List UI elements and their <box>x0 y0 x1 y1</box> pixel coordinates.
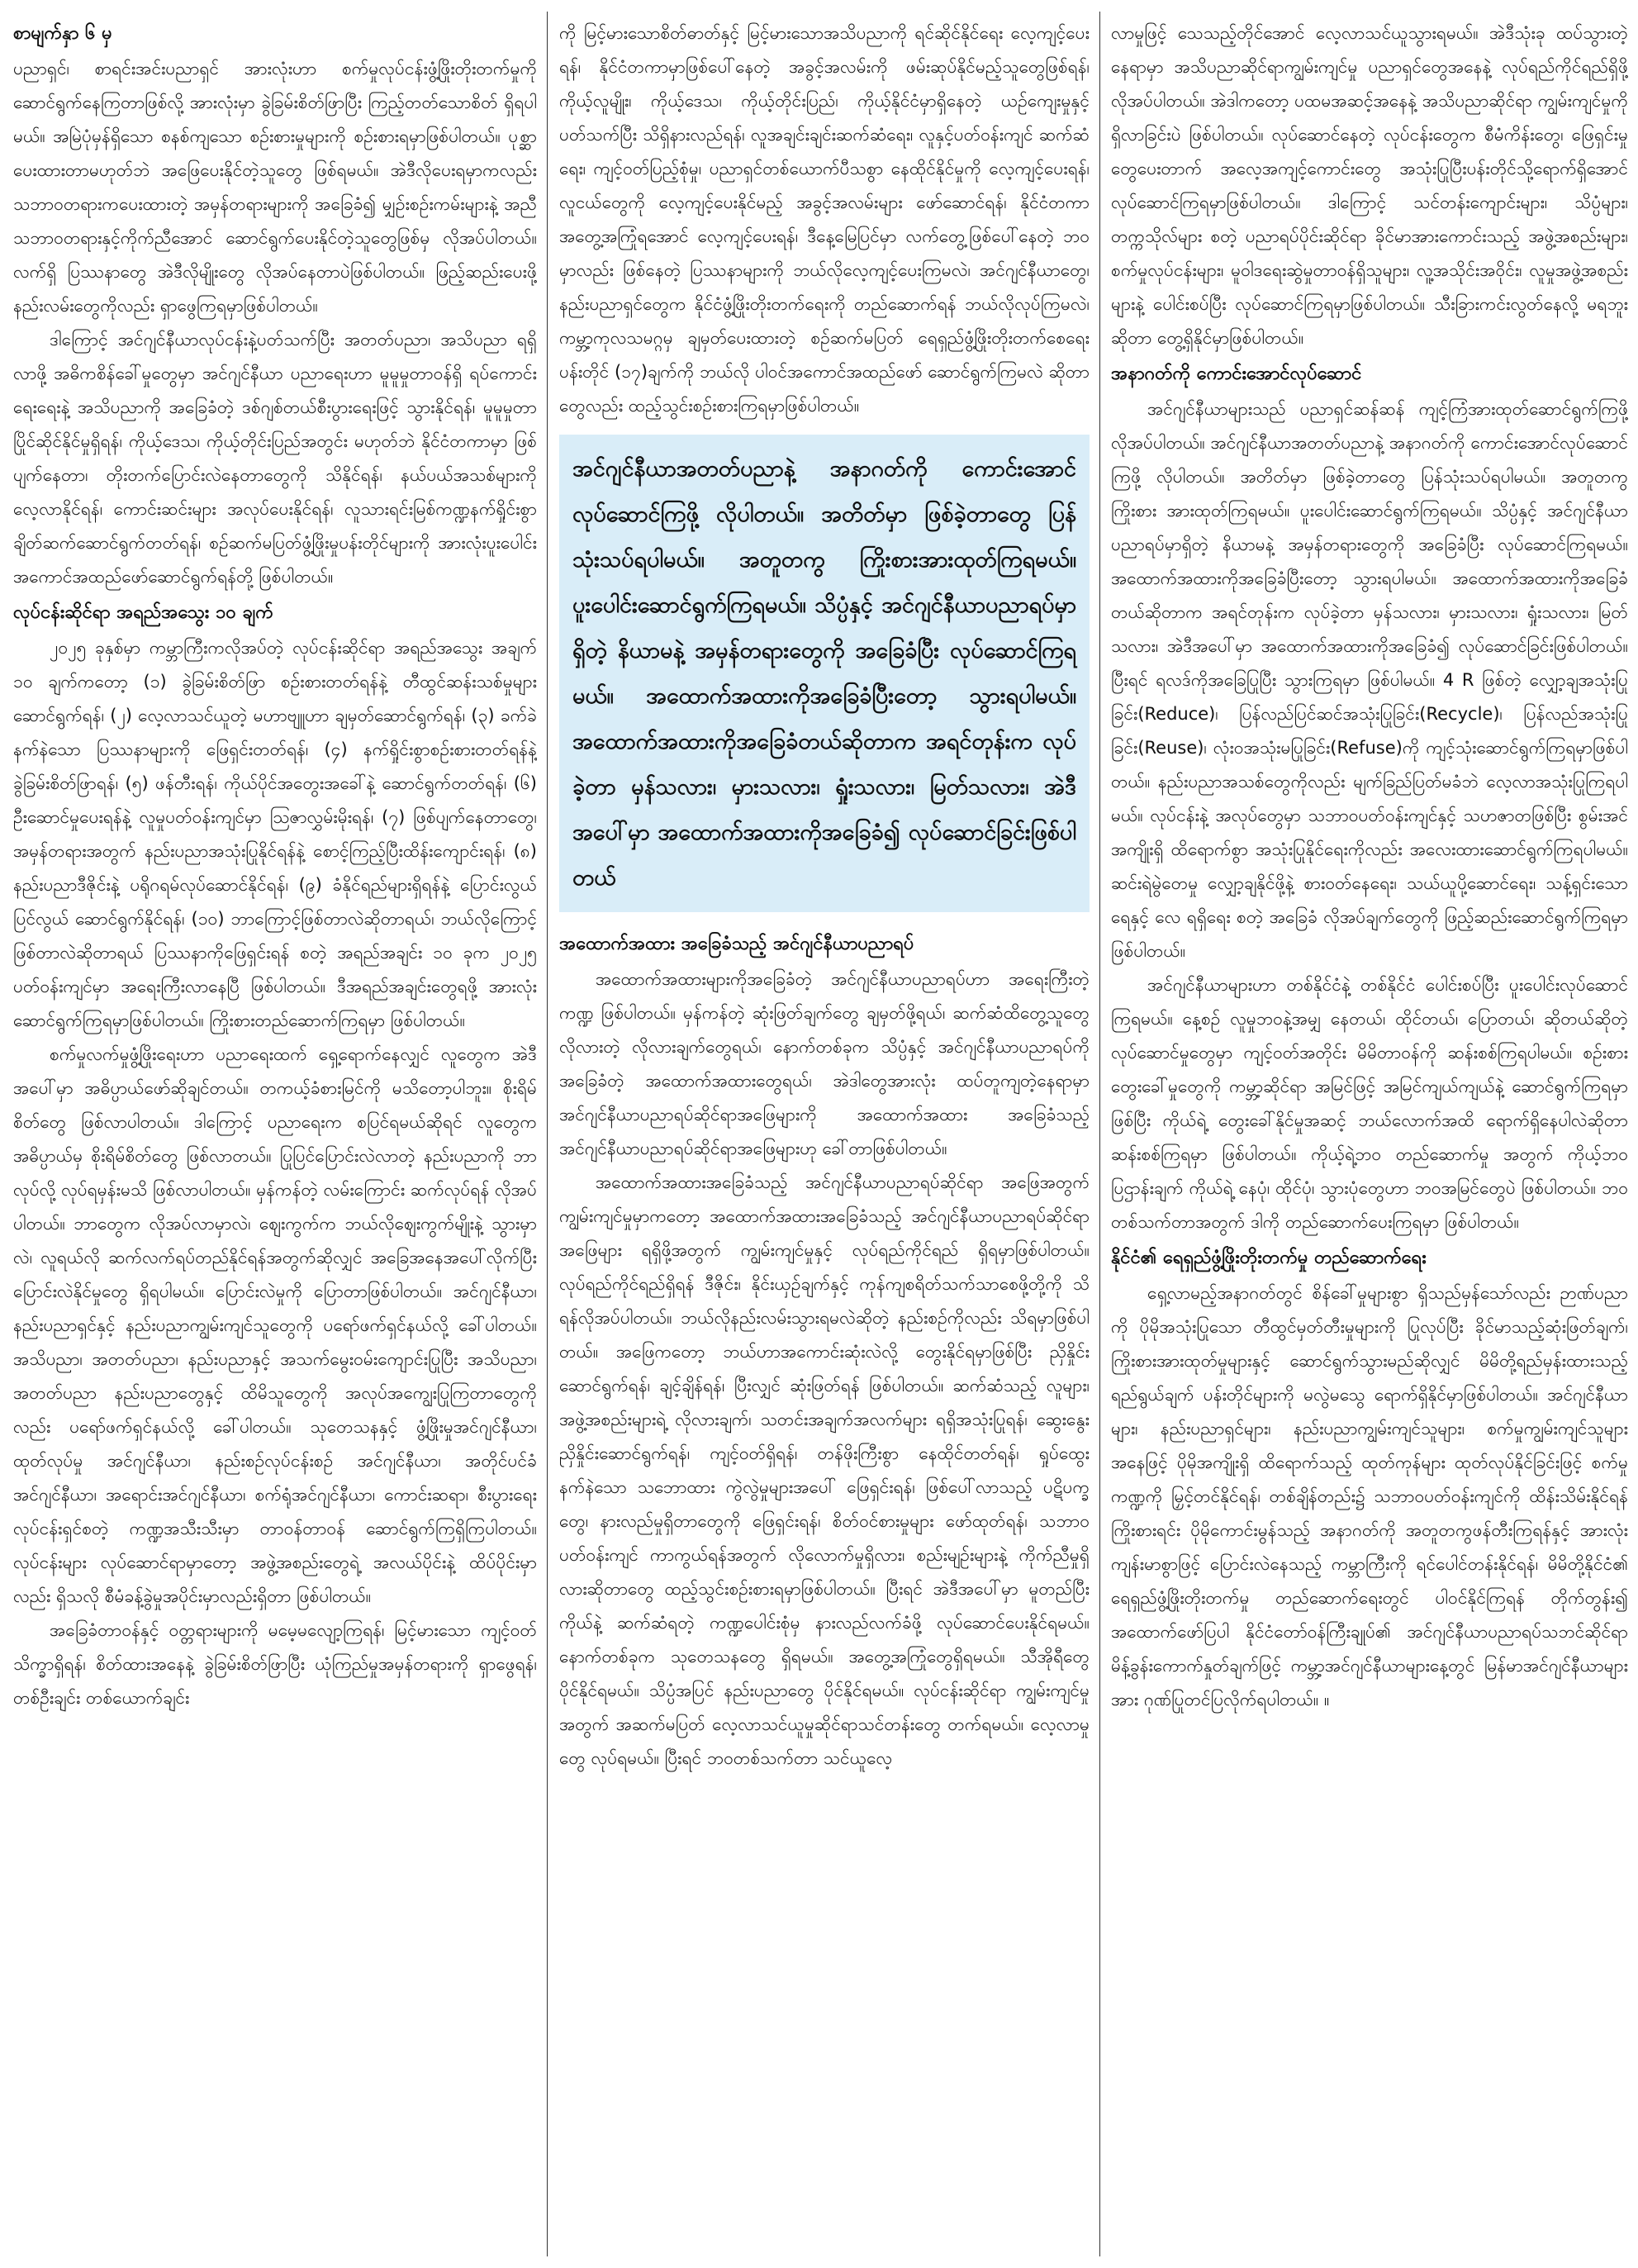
section-heading: နိုင်ငံ၏ ရေရှည်ဖွံ့ဖြိုးတိုးတက်မှု တည်ဆောက်ရေး <box>1111 1248 1427 1268</box>
column-divider <box>1099 12 1100 2256</box>
continued-from-label: စာမျက်နှာ ၆ မှ <box>13 23 112 44</box>
paragraph: အခြေခံတာဝန်နှင့် ဝတ္တရားများကို မမေ့မလျော့ကြရန်၊ မြင့်မားသော ကျင့်ဝတ်သိက္ခာရှိရန်၊ စိတ်ထားအနေနဲ့ ခွဲခြမ်းစိတ်ဖြာပြီး ယုံကြည်မှုအမှန်တရားကို ရှာဖွေရန်၊ တစ်ဦးချင်း တစ်ယောက်ချင်း <box>13 1620 537 1708</box>
paragraph: လာမှုဖြင့် သေသည့်တိုင်အောင် လေ့လာသင်ယူသွားရမယ်။ အဲဒီသုံးခု ထပ်သွားတဲ့နေရာမှာ အသိပညာဆိုင်ရာကျွမ်းကျင်မှု ပညာရှင်တွေအနေနဲ့ လုပ်ရည်ကိုင်ရည်ရှိဖို့ လိုအပ်ပါတယ်။ အဲဒါကတော့ ပထမအဆင့်အနေနဲ့ အသိပညာဆိုင်ရာ ကျွမ်းကျင်မှုကို ရှိလာခြင်းပဲ ဖြစ်ပါတယ်။ လုပ်ဆောင်နေတဲ့ လုပ်ငန်းတွေက စီမံကိန်းတွေ၊ ဖြေရှင်းမှုတွေပေးတာက် အလေ့အကျင့်ကောင်းတွေ အသုံးပြုပြီးပန်းတိုင်သို့ရောက်ရှိအောင် လုပ်ဆောင်ကြရမှာဖြစ်ပါတယ်။ ဒါကြောင့် သင်တန်းကျောင်းများ၊ သိပ္ပံများ၊ တက္ကသိုလ်များ စတဲ့ ပညာရပ်ပိုင်းဆိုင်ရာ ခိုင်မာအားကောင်းသည့် အဖွဲ့အစည်းများ၊ စက်မှုလုပ်ငန်းများ၊ မူဝါဒရေးဆွဲမှုတာဝန်ရှိသူများ၊ လူ့အသိုင်းအဝိုင်း၊ လူမှုအဖွဲ့အစည်းများနဲ့ ပေါင်းစပ်ပြီး လုပ်ဆောင်ကြရမှာဖြစ်ပါတယ်။ သီးခြားကင်းလွတ်နေလို့ မရဘူးဆိုတာ တွေ့ရှိနိုင်မှာဖြစ်ပါတယ်။ <box>1111 23 1628 348</box>
paragraph: ပညာရှင်၊ စာရင်းအင်းပညာရှင် အားလုံးဟာ စက်မှုလုပ်ငန်းဖွံ့ဖြိုးတိုးတက်မှုကို ဆောင်ရွက်နေကြတာဖြစ်လို့ အားလုံးမှာ ခွဲခြမ်းစိတ်ဖြာပြီး ကြည့်တတ်သောစိတ် ရှိရပါမယ်။ အမြဲပုံမှန်ရှိသော စနစ်ကျသော စဉ်းစားမှုများကို စဉ်းစားရမှာဖြစ်ပါတယ်။ ပုစ္ဆာပေးထားတာမဟုတ်ဘဲ အဖြေပေးနိုင်တဲ့သူတွေ ဖြစ်ရမယ်။ အဲဒီလိုပေးရမှာကလည်း သဘာဝတရားကပေးထားတဲ့ အမှန်တရားများကို အခြေခံ၍ မျှဉ်းစဉ်းကမ်းများနဲ့ အညီ သဘာဝတရားနှင့်ကိုက်ညီအောင် ဆောင်ရွက်ပေးနိုင်တဲ့သူတွေဖြစ်မှ လိုအပ်ပါတယ်။ လက်ရှိ ပြဿနာတွေ အဲဒီလိုမျိုးတွေ လိုအပ်နေတာပဲဖြစ်ပါတယ်။ ဖြည့်ဆည်းပေးဖို့ နည်းလမ်းတွေကိုလည်း ရှာဖွေကြရမှာဖြစ်ပါတယ်။ <box>13 59 537 316</box>
paragraph: ဒါကြောင့် အင်ဂျင်နီယာလုပ်ငန်းနဲ့ပတ်သက်ပြီး အတတ်ပညာ၊ အသိပညာ ရရှိလာဖို့ အဓိကစိန်ခေါ်မှုတွေမှာ အင်ဂျင်နီယာ ပညာရေးဟာ မူမူမှုတာဝန်ရှိ ရပ်ကောင်းရေးရေးနဲ့ အသိပညာကို အခြေခံတဲ့ ဒစ်ဂျစ်တယ်စီးပွားရေးဖြင့် သွားနိုင်ရန်၊ မူမူမှုတာ ပြိုင်ဆိုင်နိုင်မှုရှိရန်၊ ကိုယ့်ဒေသ၊ ကိုယ့်တိုင်းပြည်အတွင်း မဟုတ်ဘဲ နိုင်ငံတကာမှာ ဖြစ်ပျက်နေတာ၊ တိုးတက်ပြောင်းလဲနေတာတွေကို သိနိုင်ရန်၊ နယ်ပယ်အသစ်များကို လေ့လာနိုင်ရန်၊ ကောင်းဆင်းများ အလုပ်ပေးနိုင်ရန်၊ လူသားရင်းမြစ်ကဏ္ဍနက်ရှိုင်းစွာ ချိတ်ဆက်ဆောင်ရွက်တတ်ရန်၊ စဉ်ဆက်မပြတ်ဖွံ့ဖြိုးမှုပန်းတိုင်များကို အားလုံးပူးပေါင်း အကောင်အထည်ဖော်ဆောင်ရွက်ရန်တို့ ဖြစ်ပါတယ်။ <box>13 330 537 587</box>
paragraph: စက်မှုလက်မှုဖွံ့ဖြိုးရေးဟာ ပညာရေးထက် ရှေ့ရောက်နေလျှင် လူတွေက အဲဒီအပေါ်မှာ အဓိပ္ပာယ်ဖော်ဆိုချင်တယ်။ တကယ့်ခံစားမြင်ကို မသိတော့ပါဘူး။ စိုးရိမ်စိတ်တွေ ဖြစ်လာပါတယ်။ ဒါကြောင့် ပညာရေးက စပြင်ရမယ်ဆိုရင် လူတွေက အဓိပ္ပာယ်မှ စိုးရိမ်စိတ်တွေ ဖြစ်လာတယ်။ ပြုပြင်ပြောင်းလဲလာတဲ့ နည်းပညာကို ဘာလုပ်လို့ လုပ်ရမှန်းမသိ ဖြစ်လာပါတယ်။ မှန်ကန်တဲ့ လမ်းကြောင်း ဆက်လုပ်ရန် လိုအပ်ပါတယ်။ ဘာတွေက လိုအပ်လာမှာလဲ၊ ဈေးကွက်က ဘယ်လိုဈေးကွက်မျိုးနဲ့ သွားမှာလဲ၊ လူရယ်လို ဆက်လက်ရပ်တည်နိုင်ရန်အတွက်ဆိုလျှင် အခြေအနေအပေါ်လိုက်ပြီး ပြောင်းလဲနိုင်မှုတွေ ရှိရပါမယ်။ ပြောင်းလဲမှုကို ပြောတာဖြစ်ပါတယ်။ အင်ဂျင်နီယာ၊ နည်းပညာရှင်နှင့် နည်းပညာကျွမ်းကျင်သူတွေကို ပရော်ဖက်ရှင်နယ်လို့ ခေါ်ပါတယ်။ အသိပညာ၊ အတတ်ပညာ၊ နည်းပညာနှင့် အသက်မွေးဝမ်းကျောင်းပြုပြီး အသိပညာ၊ အတတ်ပညာ နည်းပညာတွေနှင့် ထိမိသူတွေကို အလုပ်အကျွေးပြုကြတာတွေကိုလည်း ပရော်ဖက်ရှင်နယ်လို့ ခေါ်ပါတယ်။ သုတေသနနှင့် ဖွံ့ဖြိုးမှုအင်ဂျင်နီယာ၊ ထုတ်လုပ်မှု အင်ဂျင်နီယာ၊ နည်းစဉ်လုပ်ငန်းစဉ် အင်ဂျင်နီယာ၊ အတိုင်ပင်ခံ အင်ဂျင်နီယာ၊ အရောင်းအင်ဂျင်နီယာ၊ စက်ရုံအင်ဂျင်နီယာ၊ ကောင်းဆရာ၊ စီးပွားရေးလုပ်ငန်းရှင်စတဲ့ ကဏ္ဍအသီးသီးမှာ တာဝန်တာဝန် ဆောင်ရွက်ကြရှိကြပါတယ်။ လုပ်ငန်းများ လုပ်ဆောင်ရာမှာတော့ အဖွဲ့အစည်းတွေရဲ့ အလယ်ပိုင်းနဲ့ ထိပ်ပိုင်းမှာလည်း ရှိသလို စီမံခန့်ခွဲမှုအပိုင်းမှာလည်းရှိတာ ဖြစ်ပါတယ်။ <box>13 1044 537 1606</box>
paragraph: ကို မြင့်မားသောစိတ်ဓာတ်နှင့် မြင့်မားသောအသိပညာကို ရင်ဆိုင်နိုင်ရေး လေ့ကျင့်ပေးရန်၊ နိုင်ငံတကာမှာဖြစ်ပေါ်နေတဲ့ အခွင့်အလမ်းကို ဖမ်းဆုပ်နိုင်မည့်သူတွေဖြစ်ရန်၊ ကိုယ့်လူမျိုး၊ ကိုယ့်ဒေသ၊ ကိုယ့်တိုင်းပြည်၊ ကိုယ့်နိုင်ငံမှာရှိနေတဲ့ ယဉ်ကျေးမှုနှင့် ပတ်သက်ပြီး သိရှိနားလည်ရန်၊ လူအချင်းချင်းဆက်ဆံရေး၊ လူနှင့်ပတ်ဝန်းကျင် ဆက်ဆံရေး၊ ကျင့်ဝတ်ပြည့်စုံမှု၊ ပညာရှင်တစ်ယောက်ပီသစွာ နေထိုင်နိုင်မှုကို လေ့ကျင့်ပေးရန်၊ လူငယ်တွေကို လေ့ကျင့်ပေးနိုင်မည့် အခွင့်အလမ်းများ ဖော်ဆောင်ရန်၊ နိုင်ငံတကာအတွေ့အကြုံရအောင် လေ့ကျင့်ပေးရန်၊ ဒီနေ့မြေပြင်မှာ လက်တွေ့ဖြစ်ပေါ်နေတဲ့ ဘဝမှာလည်း ဖြစ်နေတဲ့ ပြဿနာများကို ဘယ်လိုလေ့ကျင့်ပေးကြမလဲ၊ အင်ဂျင်နီယာတွေ၊ နည်းပညာရှင်တွေက နိုင်ငံဖွံ့ဖြိုးတိုးတက်ရေးကို တည်ဆောက်ရန် ဘယ်လိုလုပ်ကြမလဲ၊ ကမ္ဘာ့ကုလသမဂ္ဂမှ ချမှတ်ပေးထားတဲ့ စဉ်ဆက်မပြတ် ရေရှည်ဖွံ့ဖြိုးတိုးတက်စေရေးပန်းတိုင် (၁၇)ချက်ကို ဘယ်လို ပါဝင်အကောင်အထည်ဖော် ဆောင်ရွက်ကြမလဲ ဆိုတာတွေလည်း ထည့်သွင်းစဉ်းစားကြရမှာဖြစ်ပါတယ်။ <box>559 23 1090 416</box>
section-heading: အနာဂတ်ကို ကောင်းအောင်လုပ်ဆောင် <box>1111 364 1362 384</box>
paragraph: အင်ဂျင်နီယာများသည် ပညာရှင်ဆန်ဆန် ကျင့်ကြံအားထုတ်ဆောင်ရွက်ကြဖို့ လိုအပ်ပါတယ်။ အင်ဂျင်နီယာအတတ်ပညာနဲ့ အနာဂတ်ကို ကောင်းအောင်လုပ်ဆောင်ကြဖို့ လိုပါတယ်။ အတိတ်မှာ ဖြစ်ခဲ့တာတွေ ပြန်သုံးသပ်ရပါမယ်။ အတူတကွ ကြိုးစား အားထုတ်ကြရမယ်။ ပူးပေါင်းဆောင်ရွက်ကြရမယ်။ သိပ္ပံနှင့် အင်ဂျင်နီယာ ပညာရပ်မှာရှိတဲ့ နိယာမနဲ့ အမှန်တရားတွေကို အခြေခံပြီး လုပ်ဆောင်ကြရမယ်။ အထောက်အထားကိုအခြေခံပြီးတော့ သွားရပါမယ်။ အထောက်အထားကိုအခြေခံတယ်ဆိုတာက အရင်တုန်းက လုပ်ခဲ့တာ မှန်သလား၊ မှားသလား၊ ရှုံးသလား၊ မြတ်သလား၊ အဲဒီအပေါ်မှာ အထောက်အထားကိုအခြေခံ၍ လုပ်ဆောင်ခြင်းဖြစ်ပါတယ်။ ပြီးရင် ရလဒ်ကိုအခြေပြုပြီး သွားကြရမှာ ဖြစ်ပါမယ်။ 4 R ဖြစ်တဲ့ လျှော့ချအသုံးပြုခြင်း(Reduce)၊ ပြန်လည်ပြင်ဆင်အသုံးပြုခြင်း(Recycle)၊ ပြန်လည်အသုံးပြုခြင်း(Reuse)၊ လုံးဝအသုံးမပြုခြင်း(Refuse)ကို ကျင့်သုံးဆောင်ရွက်ကြရမှာဖြစ်ပါတယ်။ နည်းပညာအသစ်တွေကိုလည်း မျက်ခြည်ပြတ်မခံဘဲ လေ့လာအသုံးပြုကြရပါမယ်။ လုပ်ငန်းနဲ့ အလုပ်တွေမှာ သဘာဝပတ်ဝန်းကျင်နှင့် သဟဇာတဖြစ်ပြီး စွမ်းအင်အကျိုးရှိ ထိရောက်စွာ အသုံးပြုနိုင်ရေးကိုလည်း အလေးထားဆောင်ရွက်ကြရပါမယ်။ ဆင်းရဲမွဲတေမှု လျှော့ချနိုင်ဖို့နဲ့ စားဝတ်နေရေး၊ သယ်ယူပို့ဆောင်ရေး၊ သန့်ရှင်းသော ရေနှင့် လေ ရရှိရေး စတဲ့ အခြေခံ လိုအပ်ချက်တွေကို ဖြည့်ဆည်းဆောင်ရွက်ကြရမှာ ဖြစ်ပါတယ်။ <box>1111 399 1628 961</box>
pull-quote-text: အင်ဂျင်နီယာအတတ်ပညာနဲ့ အနာဂတ်ကို ကောင်းအောင် လုပ်ဆောင်ကြဖို့ လိုပါတယ်။ အတိတ်မှာ ဖြစ်ခဲ့တာတွေ ပြန်သုံးသပ်ရပါမယ်။ အတူတကွ ကြိုးစားအားထုတ်ကြရမယ်။ ပူးပေါင်းဆောင်ရွက်ကြရမယ်။ သိပ္ပံနှင့် အင်ဂျင်နီယာပညာရပ်မှာရှိတဲ့ နိယာမနဲ့ အမှန်တရားတွေကို အခြေခံပြီး လုပ်ဆောင်ကြရမယ်။ အထောက်အထားကိုအခြေခံပြီးတော့ သွားရပါမယ်။ အထောက်အထားကိုအခြေခံတယ်ဆိုတာက အရင်တုန်းက လုပ်ခဲ့တာ မှန်သလား၊ မှားသလား၊ ရှုံးသလား၊ မြတ်သလား၊ အဲဒီအပေါ်မှာ အထောက်အထားကိုအခြေခံ၍ လုပ်ဆောင်ခြင်းဖြစ်ပါတယ် <box>572 456 1076 891</box>
paragraph: အထောက်အထားများကိုအခြေခံတဲ့ အင်ဂျင်နီယာပညာရပ်ဟာ အရေးကြီးတဲ့ကဏ္ဍ ဖြစ်ပါတယ်။ မှန်ကန်တဲ့ ဆုံးဖြတ်ချက်တွေ ချမှတ်ဖို့ရယ်၊ ဆက်ဆံထိတွေ့သူတွေ လိုလားတဲ့ လိုလားချက်တွေရယ်၊ နောက်တစ်ခုက သိပ္ပံနှင့် အင်ဂျင်နီယာပညာရပ်ကို အခြေခံတဲ့ အထောက်အထားတွေရယ်၊ အဲဒါတွေအားလုံး ထပ်တူကျတဲ့နေရာမှာ အင်ဂျင်နီယာပညာရပ်ဆိုင်ရာအဖြေများကို အထောက်အထား အခြေခံသည့် အင်ဂျင်နီယာပညာရပ်ဆိုင်ရာအဖြေများဟု ခေါ်တာဖြစ်ပါတယ်။ <box>559 969 1090 1158</box>
paragraph: အထောက်အထားအခြေခံသည့် အင်ဂျင်နီယာပညာရပ်ဆိုင်ရာ အဖြေအတွက် ကျွမ်းကျင်မှုမှာကတော့ အထောက်အထားအခြေခံသည့် အင်ဂျင်နီယာပညာရပ်ဆိုင်ရာ အဖြေများ ရရှိဖို့အတွက် ကျွမ်းကျင်မှုနှင့် လုပ်ရည်ကိုင်ရည် ရှိရမှာဖြစ်ပါတယ်။ လုပ်ရည်ကိုင်ရည်ရှိရန် ဒီဇိုင်း၊ နိုင်းယှဉ်ချက်နှင့် ကုန်ကျစရိတ်သက်သာစေဖို့တို့ကို သိရန်လိုအပ်ပါတယ်။ ဘယ်လိုနည်းလမ်းသွားရမလဲဆိုတဲ့ နည်းစဉ်ကိုလည်း သိရမှာဖြစ်ပါတယ်။ အဖြေကတော့ ဘယ်ဟာအကောင်းဆုံးလဲလို့ တွေးနိုင်ရမှာဖြစ်ပြီး ညှိနှိုင်းဆောင်ရွက်ရန်၊ ချင့်ချိန်ရန်၊ ပြီးလျှင် ဆုံးဖြတ်ရန် ဖြစ်ပါတယ်။ ဆက်ဆံသည့် လူများ၊ အဖွဲ့အစည်းများရဲ့ လိုလားချက်၊ သတင်းအချက်အလက်များ ရရှိအသုံးပြုရန်၊ ဆွေးနွေးညှိနှိုင်းဆောင်ရွက်ရန်၊ ကျင့်ဝတ်ရှိရန်၊ တန်ဖိုးကြီးစွာ နေထိုင်တတ်ရန်၊ ရှုပ်ထွေးနက်နဲသော သဘောထား ကွဲလွဲမှုများအပေါ် ဖြေရှင်းရန်၊ ဖြစ်ပေါ်လာသည့် ပဋိပက္ခတွေ၊ နားလည်မှုရှိတာတွေကို ဖြေရှင်းရန်၊ စိတ်ဝင်စားမှုများ ဖော်ထုတ်ရန်၊ သဘာဝပတ်ဝန်းကျင် ကာကွယ်ရန်အတွက် လိုလောက်မှုရှိလား၊ စည်းမျဉ်းများနဲ့ ကိုက်ညီမှုရှိလားဆိုတာတွေ ထည့်သွင်းစဉ်းစားရမှာဖြစ်ပါတယ်။ ပြီးရင် အဲဒီအပေါ်မှာ မူတည်ပြီး ကိုယ်နဲ့ ဆက်ဆံရတဲ့ ကဏ္ဍပေါင်းစုံမှ နားလည်လက်ခံဖို့ လုပ်ဆောင်ပေးနိုင်ရမယ်။ နောက်တစ်ခုက သုတေသနတွေ ရှိရမယ်။ အတွေ့အကြုံတွေရှိရမယ်။ သီအိုရီတွေ ပိုင်နိုင်ရမယ်။ သိပ္ပံအပြင် နည်းပညာတွေ ပိုင်နိုင်ရမယ်။ လုပ်ငန်းဆိုင်ရာ ကျွမ်းကျင်မှုအတွက် အဆက်မပြတ် လေ့လာသင်ယူမှုဆိုင်ရာသင်တန်းတွေ တက်ရမယ်။ လေ့လာမှုတွေ လုပ်ရမယ်။ ပြီးရင် ဘဝတစ်သက်တာ သင်ယူလေ့ <box>559 1172 1090 1768</box>
article-column-2 <box>559 17 1090 2256</box>
section-heading: အထောက်အထား အခြေခံသည့် အင်ဂျင်နီယာပညာရပ် <box>559 934 914 954</box>
article-column-1 <box>13 17 537 2256</box>
section-heading: လုပ်ငန်းဆိုင်ရာ အရည်အသွေး ၁၀ ချက် <box>13 602 273 623</box>
paragraph: ရှေ့လာမည့်အနာဂတ်တွင် စိန်ခေါ်မှုများစွာ ရှိသည်မှန်သော်လည်း ဉာဏ်ပညာကို ပိုမိုအသုံးပြုသော တီထွင်မှတ်တီးမှုများကို ပြုလုပ်ပြီး ခိုင်မာသည့်ဆုံးဖြတ်ချက်၊ ကြိုးစားအားထုတ်မှုများနှင့် ဆောင်ရွက်သွားမည်ဆိုလျှင် မိမိတို့ရည်မှန်းထားသည့် ရည်ရွယ်ချက် ပန်းတိုင်များကို မလွဲမသွေ ရောက်ရှိနိုင်မှာဖြစ်ပါတယ်။ အင်ဂျင်နီယာများ၊ နည်းပညာရှင်များ၊ နည်းပညာကျွမ်းကျင်သူများ၊ စက်မှုကျွမ်းကျင်သူများအနေဖြင့် ပိုမိုအကျိုးရှိ ထိရောက်သည့် ထုတ်ကုန်များ ထုတ်လုပ်နိုင်ခြင်းဖြင့် စက်မှုကဏ္ဍကို မြှင့်တင်နိုင်ရန်၊ တစ်ချိန်တည်း၌ သဘာဝပတ်ဝန်းကျင်ကို ထိန်းသိမ်းနိုင်ရန် ကြိုးစားရင်း ပိုမိုကောင်းမွန်သည့် အနာဂတ်ကို အတူတကွဖန်တီးကြရန်နှင့် အားလုံးကျန်းမာစွာဖြင့် ပြောင်းလဲနေသည့် ကမ္ဘာကြီးကို ရင်ပေါင်တန်းနိုင်ရန်၊ မိမိတို့နိုင်ငံ၏ ရေရှည်ဖွံ့ဖြိုးတိုးတက်မှု တည်ဆောက်ရေးတွင် ပါဝင်နိုင်ကြရန် တိုက်တွန်း၍ အထောက်ဖော်ပြပါ နိုင်ငံတော်ဝန်ကြီးချုပ်၏ အင်ဂျင်နီယာပညာရပ်သဘင်ဆိုင်ရာ မိန့်ခွန်းကောက်နှုတ်ချက်ဖြင့် ကမ္ဘာ့အင်ဂျင်နီယာများနေ့တွင် မြန်မာအင်ဂျင်နီယာများအား ဂုဏ်ပြုတင်ပြလိုက်ရပါတယ်။ ။ <box>1111 1283 1628 1709</box>
column-divider <box>547 12 548 2256</box>
article-column-3 <box>1111 17 1628 2256</box>
paragraph: အင်ဂျင်နီယာများဟာ တစ်နိုင်ငံနဲ့ တစ်နိုင်ငံ ပေါင်းစပ်ပြီး ပူးပေါင်းလုပ်ဆောင်ကြရမယ်။ နေ့စဉ် လူမှုဘဝနဲ့အမျှ နေတယ်၊ ထိုင်တယ်၊ ပြောတယ်၊ ဆိုတယ်ဆိုတဲ့ လုပ်ဆောင်မှုတွေမှာ ကျင့်ဝတ်အတိုင်း မိမိတာဝန်ကို ဆန်းစစ်ကြရပါမယ်။ စဉ်းစားတွေးခေါ်မှုတွေကို ကမ္ဘာ့ဆိုင်ရာ အမြင်ဖြင့် အမြင်ကျယ်ကျယ်နဲ့ ဆောင်ရွက်ကြရမှာဖြစ်ပြီး ကိုယ်ရဲ့ တွေးခေါ်နိုင်မှုအဆင့် ဘယ်လောက်အထိ ရောက်ရှိနေပါလဲဆိုတာ ဆန်းစစ်ကြရမှာ ဖြစ်ပါတယ်။ ကိုယ့်ရဲ့ဘဝ တည်ဆောက်မှု အတွက် ကိုယ့်ဘဝပြဌာန်းချက် ကိုယ်ရဲ့ နေပုံ၊ ထိုင်ပုံ၊ သွားပုံတွေဟာ ဘဝအမြင်တွေပဲ ဖြစ်ပါတယ်။ ဘဝတစ်သက်တာအတွက် ဒါကို တည်ဆောက်ပေးကြရမှာ ဖြစ်ပါတယ်။ <box>1111 975 1628 1232</box>
paragraph: ၂၀၂၅ ခုနှစ်မှာ ကမ္ဘာကြီးကလိုအပ်တဲ့ လုပ်ငန်းဆိုင်ရာ အရည်အသွေး အချက် ၁၀ ချက်ကတော့ (၁) ခွဲခြမ်းစိတ်ဖြာ စဉ်းစားတတ်ရန်နဲ့ တီထွင်ဆန်းသစ်မှုများ ဆောင်ရွက်ရန်၊ (၂) လေ့လာသင်ယူတဲ့ မဟာဗျူဟာ ချမှတ်ဆောင်ရွက်ရန်၊ (၃) ခက်ခဲနက်နဲသော ပြဿနာများကို ဖြေရှင်းတတ်ရန်၊ (၄) နက်ရှိုင်းစွာစဉ်းစားတတ်ရန်နဲ့ ခွဲခြမ်းစိတ်ဖြာရန်၊ (၅) ဖန်တီးရန်၊ ကိုယ်ပိုင်အတွေးအခေါ်နဲ့ ဆောင်ရွက်တတ်ရန်၊ (၆) ဦးဆောင်မှုပေးရန်နဲ့ လူမှုပတ်ဝန်းကျင်မှာ သြဇာလွှမ်းမိုးရန်၊ (၇) ဖြစ်ပျက်နေတာတွေ၊ အမှန်တရားအတွက် နည်းပညာအသုံးပြုနိုင်ရန်နဲ့ စောင့်ကြည့်ပြီးထိန်းကျောင်းရန်၊ (၈) နည်းပညာဒီဇိုင်းနဲ့ ပရိုဂရမ်လုပ်ဆောင်နိုင်ရန်၊ (၉) ခံနိုင်ရည်များရှိရန်နဲ့ ပြောင်းလွယ်ပြင်လွယ် ဆောင်ရွက်နိုင်ရန်၊ (၁၀) ဘာကြောင့်ဖြစ်တာလဲဆိုတာရယ်၊ ဘယ်လိုကြောင့်ဖြစ်တာလဲဆိုတာရယ် ပြဿနာကိုဖြေရှင်းရန် စတဲ့ အရည်အချင်း ၁၀ ခုက ၂၀၂၅ ပတ်ဝန်းကျင်မှာ အရေးကြီးလာနေပြီ ဖြစ်ပါတယ်။ ဒီအရည်အချင်းတွေရဖို့ အားလုံး ဆောင်ရွက်ကြရမှာဖြစ်ပါတယ်။ ကြိုးစားတည်ဆောက်ကြရမှာ ဖြစ်ပါတယ်။ <box>13 638 537 1030</box>
pull-quote-box <box>559 435 1090 912</box>
